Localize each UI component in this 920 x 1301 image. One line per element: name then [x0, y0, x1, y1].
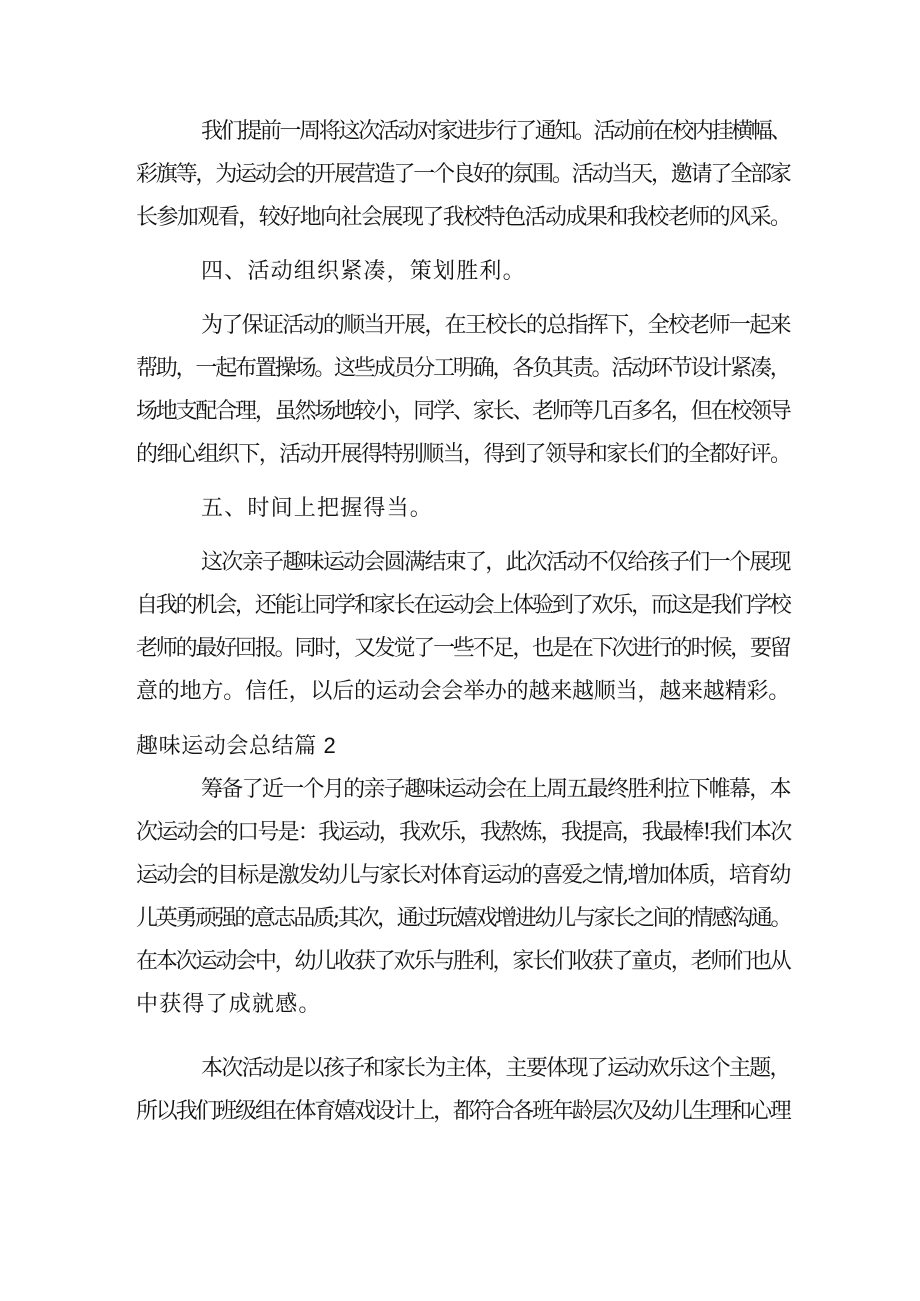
paragraph-line: 儿英勇顽强的意志品质;其次，通过玩嬉戏增进幼儿与家长之间的情感沟通。 — [136, 906, 791, 931]
paragraph-line: 本次活动是以孩子和家长为主体，主要体现了运动欢乐这个主题， — [201, 1056, 790, 1081]
paragraph-line: 这次亲子趣味运动会圆满结束了，此次活动不仅给孩子们一个展现 — [201, 550, 790, 575]
paragraph-line: 我们提前一周将这次活动对家进步行了通知。活动前在校内挂横幅、 — [201, 119, 791, 144]
paragraph-line: 所以我们班级组在体育嬉戏设计上，都符合各班年龄层次及幼儿生理和心理 — [136, 1099, 790, 1124]
paragraph-line: 彩旗等，为运动会的开展营造了一个良好的氛围。活动当天，邀请了全部家 — [136, 162, 790, 187]
paragraph-line: 筹备了近一个月的亲子趣味运动会在上周五最终胜利拉下帷幕，本 — [201, 777, 790, 802]
paragraph-line: 中获得了成就感。 — [136, 992, 322, 1017]
section-heading: 五、时间上把握得当。 — [201, 496, 434, 521]
article-title: 趣味运动会总结篇 2 — [136, 733, 337, 758]
paragraph-line: 自我的机会，还能让同学和家长在运动会上体验到了欢乐，而这是我们学校 — [136, 593, 790, 618]
paragraph-line: 意的地方。信任，以后的运动会会举办的越来越顺当，越来越精彩。 — [136, 679, 791, 704]
paragraph-line: 次运动会的口号是：我运动，我欢乐，我熬炼，我提高，我最棒!我们本次 — [136, 820, 791, 845]
paragraph-line: 长参加观看，较好地向社会展现了我校特色活动成果和我校老师的风采。 — [136, 205, 791, 230]
paragraph-line: 老师的最好回报。同时，又发觉了一些不足，也是在下次进行的时候，要留 — [136, 636, 790, 661]
paragraph-line: 场地支配合理，虽然场地较小，同学、家长、老师等几百多名，但在校领导 — [136, 399, 790, 424]
paragraph-line: 的细心组织下，活动开展得特别顺当，得到了领导和家长们的全都好评。 — [136, 442, 791, 467]
paragraph-line: 运动会的目标是激发幼儿与家长对体育运动的喜爱之情,增加体质，培育幼 — [136, 863, 790, 888]
paragraph-line: 在本次运动会中，幼儿收获了欢乐与胜利，家长们收获了童贞，老师们也从 — [136, 949, 790, 974]
section-heading: 四、活动组织紧凑，策划胜利。 — [201, 259, 526, 284]
paragraph-line: 帮助，一起布置操场。这些成员分工明确，各负其责。活动环节设计紧凑， — [136, 356, 790, 381]
paragraph-line: 为了保证活动的顺当开展，在王校长的总指挥下，全校老师一起来 — [201, 313, 790, 338]
